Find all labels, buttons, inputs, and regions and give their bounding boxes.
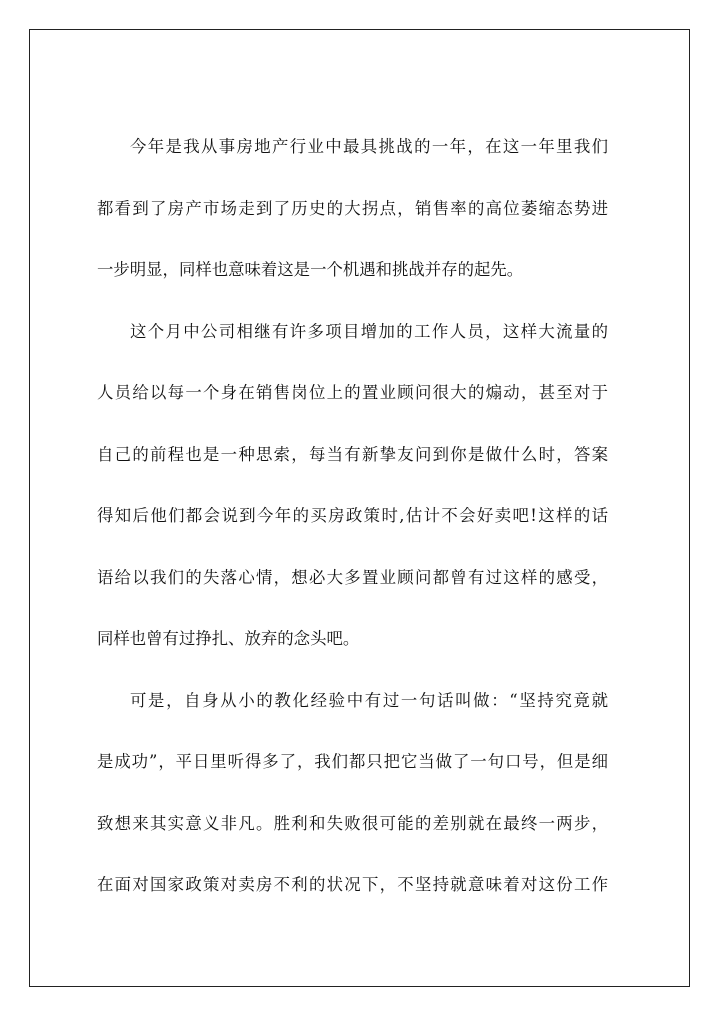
paragraph-3-line-4: 在面对国家政策对卖房不利的状况下，不坚持就意味着对这份工作 xyxy=(97,875,608,894)
paragraph-1-line-1: 今年是我从事房地产行业中最具挑战的一年，在这一年里我们 xyxy=(130,137,608,156)
paragraph-3-line-1: 可是，自身从小的教化经验中有过一句话叫做：“坚持究竟就 xyxy=(130,690,608,710)
document-body xyxy=(97,116,608,916)
paragraph-3-line-2: 是成功”，平日里听得多了，我们都只把它当做了一句口号，但是细 xyxy=(97,752,608,771)
paragraph-1-line-2: 都看到了房产市场走到了历史的大拐点，销售率的高位萎缩态势进 xyxy=(97,198,608,218)
paragraph-2-line-1: 这个月中公司相继有许多项目增加的工作人员，这样大流量的 xyxy=(130,321,608,341)
paragraph-2-line-6: 同样也曾有过挣扎、放弃的念头吧。 xyxy=(97,629,360,648)
paragraph-2-line-5: 语给以我们的失落心情，想必大多置业顾问都曾有过这样的感受， xyxy=(97,567,608,587)
paragraph-1-line-3: 一步明显，同样也意味着这是一个机遇和挑战并存的起先。 xyxy=(97,260,524,279)
paragraph-2-line-2: 人员给以每一个身在销售岗位上的置业顾问很大的煽动，甚至对于 xyxy=(97,383,608,402)
paragraph-2-line-3: 自己的前程也是一种思索，每当有新挚友问到你是做什么时，答案 xyxy=(97,444,608,464)
paragraph-3-line-3: 致想来其实意义非凡。胜利和失败很可能的差别就在最终一两步， xyxy=(97,813,608,833)
paragraph-2-line-4: 得知后他们都会说到今年的买房政策时,估计不会好卖吧!这样的话 xyxy=(97,506,608,525)
